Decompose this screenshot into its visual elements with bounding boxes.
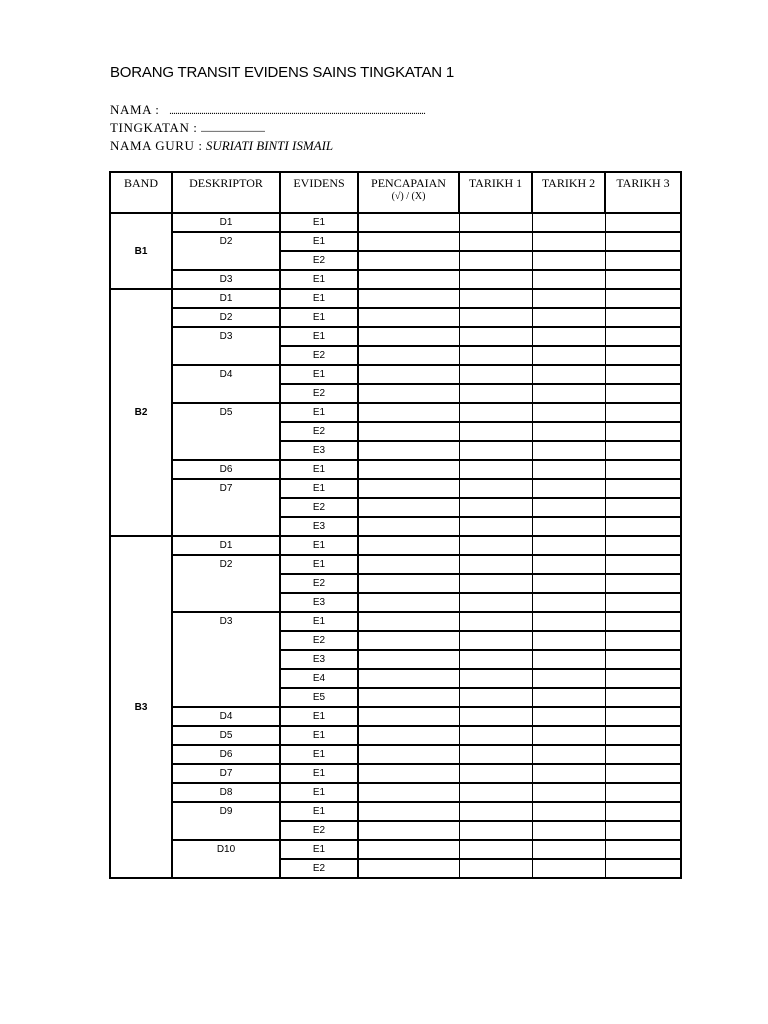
tarikh-1-cell[interactable] xyxy=(459,479,532,498)
tarikh-2-cell[interactable] xyxy=(532,783,605,802)
tarikh-2-cell[interactable] xyxy=(532,479,605,498)
tarikh-2-cell[interactable] xyxy=(532,726,605,745)
pencapaian-cell[interactable] xyxy=(358,308,459,327)
header-pencapaian-label: PENCAPAIAN xyxy=(371,176,446,190)
tarikh-1-cell[interactable] xyxy=(459,232,532,251)
band-cell: B2 xyxy=(110,289,172,536)
tarikh-1-cell[interactable] xyxy=(459,612,532,631)
tarikh-2-cell[interactable] xyxy=(532,327,605,346)
tarikh-2-cell[interactable] xyxy=(532,270,605,289)
tarikh-3-cell[interactable] xyxy=(605,859,681,878)
evidens-cell: E2 xyxy=(280,384,358,403)
table-row xyxy=(110,612,681,631)
tarikh-3-cell[interactable] xyxy=(605,403,681,422)
tarikh-1-cell[interactable] xyxy=(459,745,532,764)
tarikh-3-cell[interactable] xyxy=(605,327,681,346)
descriptor-cell: D6 xyxy=(172,460,280,479)
pencapaian-cell[interactable] xyxy=(358,270,459,289)
table-row xyxy=(110,460,681,479)
evidens-cell: E1 xyxy=(280,213,358,232)
pencapaian-cell[interactable] xyxy=(358,593,459,612)
tarikh-2-cell[interactable] xyxy=(532,498,605,517)
tarikh-1-cell[interactable] xyxy=(459,460,532,479)
evidens-cell: E5 xyxy=(280,688,358,707)
nama-field[interactable]: ................................................................................................................................ xyxy=(169,106,426,117)
evidens-cell: E1 xyxy=(280,783,358,802)
table-row xyxy=(110,213,681,232)
pencapaian-cell[interactable] xyxy=(358,441,459,460)
tarikh-2-cell[interactable] xyxy=(532,593,605,612)
tarikh-1-cell[interactable] xyxy=(459,688,532,707)
descriptor-cell: D1 xyxy=(172,536,280,555)
tarikh-2-cell[interactable] xyxy=(532,232,605,251)
tarikh-2-cell[interactable] xyxy=(532,802,605,821)
pencapaian-cell[interactable] xyxy=(358,688,459,707)
descriptor-cell: D2 xyxy=(172,232,280,270)
descriptor-cell: D3 xyxy=(172,270,280,289)
tingkatan-label: TINGKATAN : xyxy=(110,120,198,135)
tingkatan-line xyxy=(110,120,265,136)
descriptor-cell: D8 xyxy=(172,783,280,802)
table-row xyxy=(110,764,681,783)
evidens-cell: E1 xyxy=(280,308,358,327)
tarikh-1-cell[interactable] xyxy=(459,213,532,232)
tingkatan-field[interactable]: ................................ xyxy=(200,124,265,135)
tarikh-1-cell[interactable] xyxy=(459,346,532,365)
evidens-cell: E2 xyxy=(280,346,358,365)
tarikh-1-cell[interactable] xyxy=(459,536,532,555)
tarikh-2-cell[interactable] xyxy=(532,517,605,536)
pencapaian-cell[interactable] xyxy=(358,289,459,308)
tarikh-3-cell[interactable] xyxy=(605,308,681,327)
tarikh-3-cell[interactable] xyxy=(605,574,681,593)
tarikh-2-cell[interactable] xyxy=(532,821,605,840)
tarikh-2-cell[interactable] xyxy=(532,289,605,308)
tarikh-1-cell[interactable] xyxy=(459,650,532,669)
evidens-cell: E1 xyxy=(280,745,358,764)
table-row xyxy=(110,783,681,802)
pencapaian-cell[interactable] xyxy=(358,536,459,555)
tarikh-3-cell[interactable] xyxy=(605,270,681,289)
pencapaian-cell[interactable] xyxy=(358,802,459,821)
tarikh-1-cell[interactable] xyxy=(459,764,532,783)
descriptor-cell: D3 xyxy=(172,327,280,365)
descriptor-cell: D9 xyxy=(172,802,280,840)
pencapaian-cell[interactable] xyxy=(358,422,459,441)
guru-value: SURIATI BINTI ISMAIL xyxy=(205,138,334,153)
tarikh-3-cell[interactable] xyxy=(605,593,681,612)
evidens-cell: E2 xyxy=(280,251,358,270)
evidens-cell: E2 xyxy=(280,498,358,517)
tarikh-2-cell[interactable] xyxy=(532,669,605,688)
tarikh-2-cell[interactable] xyxy=(532,460,605,479)
tarikh-1-cell[interactable] xyxy=(459,365,532,384)
pencapaian-cell[interactable] xyxy=(358,574,459,593)
descriptor-cell: D4 xyxy=(172,365,280,403)
header-pencapaian xyxy=(358,172,459,213)
tarikh-1-cell[interactable] xyxy=(459,289,532,308)
descriptor-cell: D2 xyxy=(172,555,280,612)
tarikh-2-cell[interactable] xyxy=(532,745,605,764)
pencapaian-cell[interactable] xyxy=(358,479,459,498)
tarikh-1-cell[interactable] xyxy=(459,441,532,460)
header-evidens: EVIDENS xyxy=(280,172,358,213)
evidens-cell: E3 xyxy=(280,593,358,612)
tarikh-1-cell[interactable] xyxy=(459,517,532,536)
pencapaian-cell[interactable] xyxy=(358,707,459,726)
tarikh-1-cell[interactable] xyxy=(459,574,532,593)
tarikh-2-cell[interactable] xyxy=(532,308,605,327)
header-band: BAND xyxy=(110,172,172,213)
pencapaian-cell[interactable] xyxy=(358,365,459,384)
tarikh-2-cell[interactable] xyxy=(532,631,605,650)
pencapaian-cell[interactable] xyxy=(358,631,459,650)
evidens-cell: E1 xyxy=(280,536,358,555)
tarikh-1-cell[interactable] xyxy=(459,422,532,441)
pencapaian-cell[interactable] xyxy=(358,498,459,517)
tarikh-3-cell[interactable] xyxy=(605,232,681,251)
tarikh-1-cell[interactable] xyxy=(459,270,532,289)
tarikh-1-cell[interactable] xyxy=(459,821,532,840)
evidens-cell: E1 xyxy=(280,707,358,726)
pencapaian-cell[interactable] xyxy=(358,669,459,688)
tarikh-3-cell[interactable] xyxy=(605,422,681,441)
tarikh-3-cell[interactable] xyxy=(605,460,681,479)
pencapaian-cell[interactable] xyxy=(358,859,459,878)
table-row xyxy=(110,840,681,859)
tarikh-3-cell[interactable] xyxy=(605,669,681,688)
pencapaian-cell[interactable] xyxy=(358,232,459,251)
evidens-table xyxy=(109,171,682,879)
header-tarikh-3: TARIKH 3 xyxy=(605,172,681,213)
tarikh-1-cell[interactable] xyxy=(459,498,532,517)
tarikh-1-cell[interactable] xyxy=(459,251,532,270)
pencapaian-cell[interactable] xyxy=(358,384,459,403)
evidens-cell: E1 xyxy=(280,479,358,498)
tarikh-3-cell[interactable] xyxy=(605,498,681,517)
evidens-cell: E1 xyxy=(280,327,358,346)
evidens-cell: E1 xyxy=(280,460,358,479)
tarikh-2-cell[interactable] xyxy=(532,764,605,783)
evidens-cell: E1 xyxy=(280,555,358,574)
descriptor-cell: D2 xyxy=(172,308,280,327)
tarikh-3-cell[interactable] xyxy=(605,688,681,707)
evidens-cell: E2 xyxy=(280,631,358,650)
tarikh-3-cell[interactable] xyxy=(605,441,681,460)
tarikh-1-cell[interactable] xyxy=(459,707,532,726)
tarikh-2-cell[interactable] xyxy=(532,422,605,441)
evidens-cell: E1 xyxy=(280,840,358,859)
tarikh-3-cell[interactable] xyxy=(605,251,681,270)
evidens-cell: E1 xyxy=(280,612,358,631)
descriptor-cell: D1 xyxy=(172,289,280,308)
tarikh-3-cell[interactable] xyxy=(605,726,681,745)
tarikh-1-cell[interactable] xyxy=(459,308,532,327)
tarikh-2-cell[interactable] xyxy=(532,536,605,555)
descriptor-cell: D10 xyxy=(172,840,280,878)
tarikh-1-cell[interactable] xyxy=(459,555,532,574)
tarikh-3-cell[interactable] xyxy=(605,213,681,232)
table-row xyxy=(110,308,681,327)
tarikh-3-cell[interactable] xyxy=(605,650,681,669)
tarikh-3-cell[interactable] xyxy=(605,802,681,821)
pencapaian-cell[interactable] xyxy=(358,251,459,270)
header-deskriptor: DESKRIPTOR xyxy=(172,172,280,213)
table-row xyxy=(110,536,681,555)
tarikh-1-cell[interactable] xyxy=(459,802,532,821)
table-row xyxy=(110,555,681,574)
evidens-cell: E1 xyxy=(280,365,358,384)
table-row xyxy=(110,232,681,251)
descriptor-cell: D7 xyxy=(172,479,280,536)
evidens-cell: E1 xyxy=(280,802,358,821)
evidens-cell: E3 xyxy=(280,650,358,669)
tarikh-2-cell[interactable] xyxy=(532,555,605,574)
header-pencapaian-sub: (√) / (X) xyxy=(391,191,426,202)
tarikh-1-cell[interactable] xyxy=(459,669,532,688)
pencapaian-cell[interactable] xyxy=(358,821,459,840)
table-header-row xyxy=(110,172,681,213)
evidens-cell: E3 xyxy=(280,517,358,536)
table-row xyxy=(110,289,681,308)
pencapaian-cell[interactable] xyxy=(358,745,459,764)
table-row xyxy=(110,365,681,384)
tarikh-3-cell[interactable] xyxy=(605,536,681,555)
evidens-cell: E2 xyxy=(280,574,358,593)
evidens-cell: E3 xyxy=(280,441,358,460)
tarikh-1-cell[interactable] xyxy=(459,593,532,612)
nama-label: NAMA : xyxy=(110,102,160,117)
tarikh-2-cell[interactable] xyxy=(532,612,605,631)
table-row xyxy=(110,707,681,726)
table-row xyxy=(110,745,681,764)
tarikh-2-cell[interactable] xyxy=(532,384,605,403)
tarikh-1-cell[interactable] xyxy=(459,859,532,878)
tarikh-1-cell[interactable] xyxy=(459,840,532,859)
tarikh-3-cell[interactable] xyxy=(605,612,681,631)
pencapaian-cell[interactable] xyxy=(358,555,459,574)
guru-label: NAMA GURU : xyxy=(110,138,203,153)
pencapaian-cell[interactable] xyxy=(358,840,459,859)
pencapaian-cell[interactable] xyxy=(358,346,459,365)
pencapaian-cell[interactable] xyxy=(358,403,459,422)
evidens-cell: E2 xyxy=(280,821,358,840)
evidens-cell: E1 xyxy=(280,403,358,422)
evidens-cell: E1 xyxy=(280,726,358,745)
pencapaian-cell[interactable] xyxy=(358,764,459,783)
page-title: BORANG TRANSIT EVIDENS SAINS TINGKATAN 1 xyxy=(110,64,455,81)
tarikh-2-cell[interactable] xyxy=(532,688,605,707)
descriptor-cell: D1 xyxy=(172,213,280,232)
tarikh-2-cell[interactable] xyxy=(532,403,605,422)
tarikh-1-cell[interactable] xyxy=(459,631,532,650)
tarikh-2-cell[interactable] xyxy=(532,346,605,365)
tarikh-3-cell[interactable] xyxy=(605,764,681,783)
pencapaian-cell[interactable] xyxy=(358,517,459,536)
tarikh-2-cell[interactable] xyxy=(532,213,605,232)
band-cell: B1 xyxy=(110,213,172,289)
tarikh-1-cell[interactable] xyxy=(459,783,532,802)
tarikh-1-cell[interactable] xyxy=(459,726,532,745)
pencapaian-cell[interactable] xyxy=(358,460,459,479)
tarikh-2-cell[interactable] xyxy=(532,840,605,859)
descriptor-cell: D3 xyxy=(172,612,280,707)
evidens-cell: E2 xyxy=(280,422,358,441)
tarikh-1-cell[interactable] xyxy=(459,384,532,403)
tarikh-3-cell[interactable] xyxy=(605,384,681,403)
evidens-cell: E4 xyxy=(280,669,358,688)
tarikh-2-cell[interactable] xyxy=(532,650,605,669)
tarikh-2-cell[interactable] xyxy=(532,365,605,384)
pencapaian-cell[interactable] xyxy=(358,612,459,631)
tarikh-3-cell[interactable] xyxy=(605,365,681,384)
evidens-cell: E1 xyxy=(280,289,358,308)
table-row xyxy=(110,726,681,745)
table-row xyxy=(110,479,681,498)
table-row xyxy=(110,802,681,821)
table-row xyxy=(110,403,681,422)
tarikh-3-cell[interactable] xyxy=(605,631,681,650)
descriptor-cell: D5 xyxy=(172,726,280,745)
tarikh-2-cell[interactable] xyxy=(532,707,605,726)
tarikh-2-cell[interactable] xyxy=(532,251,605,270)
descriptor-cell: D4 xyxy=(172,707,280,726)
tarikh-1-cell[interactable] xyxy=(459,327,532,346)
tarikh-2-cell[interactable] xyxy=(532,574,605,593)
descriptor-cell: D5 xyxy=(172,403,280,460)
tarikh-2-cell[interactable] xyxy=(532,859,605,878)
tarikh-1-cell[interactable] xyxy=(459,403,532,422)
evidens-cell: E1 xyxy=(280,764,358,783)
header-tarikh-2: TARIKH 2 xyxy=(532,172,605,213)
pencapaian-cell[interactable] xyxy=(358,327,459,346)
descriptor-cell: D7 xyxy=(172,764,280,783)
pencapaian-cell[interactable] xyxy=(358,726,459,745)
evidens-cell: E1 xyxy=(280,270,358,289)
evidens-cell: E2 xyxy=(280,859,358,878)
pencapaian-cell[interactable] xyxy=(358,783,459,802)
guru-line xyxy=(110,138,333,154)
tarikh-3-cell[interactable] xyxy=(605,289,681,308)
tarikh-3-cell[interactable] xyxy=(605,821,681,840)
table-row xyxy=(110,327,681,346)
tarikh-3-cell[interactable] xyxy=(605,346,681,365)
descriptor-cell: D6 xyxy=(172,745,280,764)
tarikh-3-cell[interactable] xyxy=(605,840,681,859)
tarikh-3-cell[interactable] xyxy=(605,745,681,764)
pencapaian-cell[interactable] xyxy=(358,650,459,669)
tarikh-3-cell[interactable] xyxy=(605,555,681,574)
pencapaian-cell[interactable] xyxy=(358,213,459,232)
tarikh-3-cell[interactable] xyxy=(605,707,681,726)
evidens-cell: E1 xyxy=(280,232,358,251)
header-tarikh-1: TARIKH 1 xyxy=(459,172,532,213)
table-body xyxy=(110,213,681,878)
table-row xyxy=(110,270,681,289)
tarikh-3-cell[interactable] xyxy=(605,517,681,536)
tarikh-3-cell[interactable] xyxy=(605,783,681,802)
band-cell: B3 xyxy=(110,536,172,878)
tarikh-2-cell[interactable] xyxy=(532,441,605,460)
nama-line xyxy=(110,102,425,118)
tarikh-3-cell[interactable] xyxy=(605,479,681,498)
